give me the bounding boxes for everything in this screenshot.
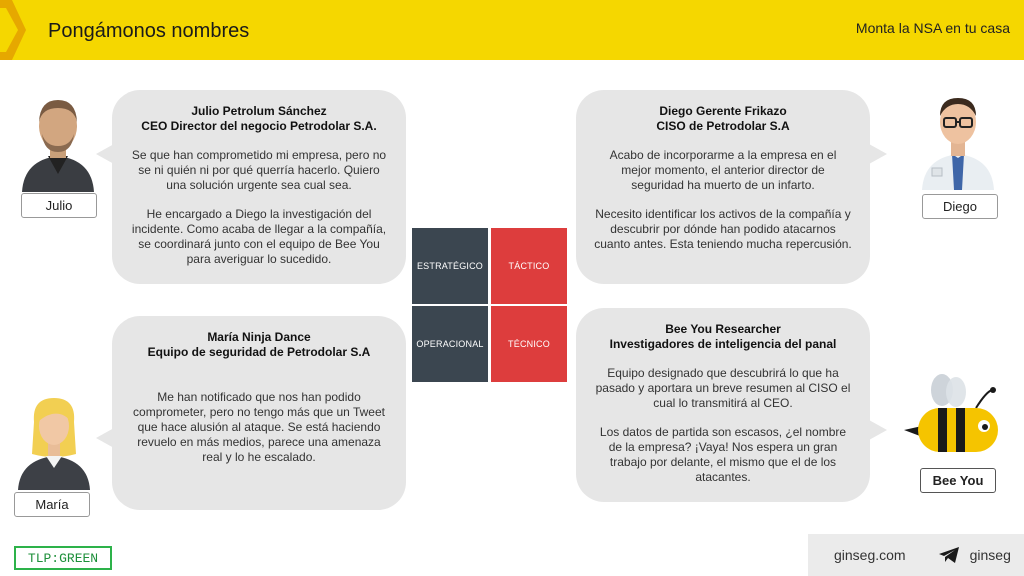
diego-label: Diego xyxy=(922,194,998,219)
julio-speech-bubble xyxy=(112,90,406,284)
bee-you-name: Bee You Researcher xyxy=(665,322,781,336)
diego-name: Diego Gerente Frikazo xyxy=(659,104,787,118)
hexagon-logo-icon xyxy=(0,0,32,72)
footer-site[interactable]: ginseg.com xyxy=(834,547,906,563)
header-bar xyxy=(0,0,1024,60)
bee-you-paragraph-1: Equipo designado que descubrirá lo que ha pasado y aportara un breve resumen al CISO el cual lo transmitirá al CEO. xyxy=(595,366,851,410)
maria-bubble-tail xyxy=(96,428,114,448)
telegram-icon[interactable] xyxy=(938,546,960,564)
bee-you-label: Bee You xyxy=(920,468,996,493)
bee-you-bubble-tail xyxy=(869,420,887,440)
diego-paragraph-2: Necesito identificar los activos de la compañía y descubrir por dónde han podido atacarnos cuanto antes. Esta teniendo mucha repercusión. xyxy=(594,207,852,251)
diego-role: CISO de Petrodolar S.A xyxy=(656,119,790,133)
julio-bubble-tail xyxy=(96,144,114,164)
page-subtitle: Monta la NSA en tu casa xyxy=(855,20,1010,36)
maria-role: Equipo de seguridad de Petrodolar S.A xyxy=(147,345,371,359)
page-title: Pongámonos nombres xyxy=(48,20,250,42)
bee-you-role: Investigadores de inteligencia del panal xyxy=(609,337,837,351)
diego-bubble-tail xyxy=(869,144,887,164)
julio-paragraph-1: Se que han comprometido mi empresa, pero no se ni quién ni por qué querría hacerlo. Quiero una solución urgente sea cual sea. xyxy=(131,148,387,192)
diego-speech-bubble xyxy=(576,90,870,284)
maria-avatar-icon xyxy=(14,394,94,490)
maria-speech-bubble xyxy=(112,316,406,510)
quadrant-technical: TÉCNICO xyxy=(491,306,567,382)
footer-brand[interactable]: ginseg xyxy=(969,547,1011,563)
quadrant-operational: OPERACIONAL xyxy=(412,306,488,382)
bee-you-paragraph-2: Los datos de partida son escasos, ¿el nombre de la empresa? ¡Vaya! Nos espera un gran trabajo por delante, el mismo que el de los atacantes. xyxy=(599,425,847,484)
maria-label: María xyxy=(14,492,90,517)
julio-name: Julio Petrolum Sánchez xyxy=(191,104,327,118)
maria-paragraph-1: Me han notificado que nos han podido comprometer, pero no tengo más que un Tweet que hace alusión al ataque. Se está haciendo revuelo en más medios, parece una amenaza real y lo he escalado. xyxy=(133,390,385,464)
julio-avatar-icon xyxy=(18,94,98,192)
bee-avatar-icon xyxy=(900,372,1004,462)
footer-bar xyxy=(808,534,1024,576)
julio-label: Julio xyxy=(21,193,97,218)
julio-paragraph-2: He encargado a Diego la investigación del incidente. Como acaba de llegar a la compañía, se coordinará junto con el equipo de Bee You para averiguar lo sucedido. xyxy=(131,207,387,266)
quadrant-tactical: TÁCTICO xyxy=(491,228,567,304)
bee-you-speech-bubble xyxy=(576,308,870,502)
julio-role: CEO Director del negocio Petrodolar S.A. xyxy=(141,119,377,133)
quadrant-strategic: ESTRATÉGICO xyxy=(412,228,488,304)
maria-name: María Ninja Dance xyxy=(207,330,311,344)
diego-paragraph-1: Acabo de incorporarme a la empresa en el mejor momento, el anterior director de seguridad ha muerto de un infarto. xyxy=(609,148,837,192)
tlp-badge: TLP:GREEN xyxy=(14,546,112,570)
diego-avatar-icon xyxy=(918,92,998,190)
